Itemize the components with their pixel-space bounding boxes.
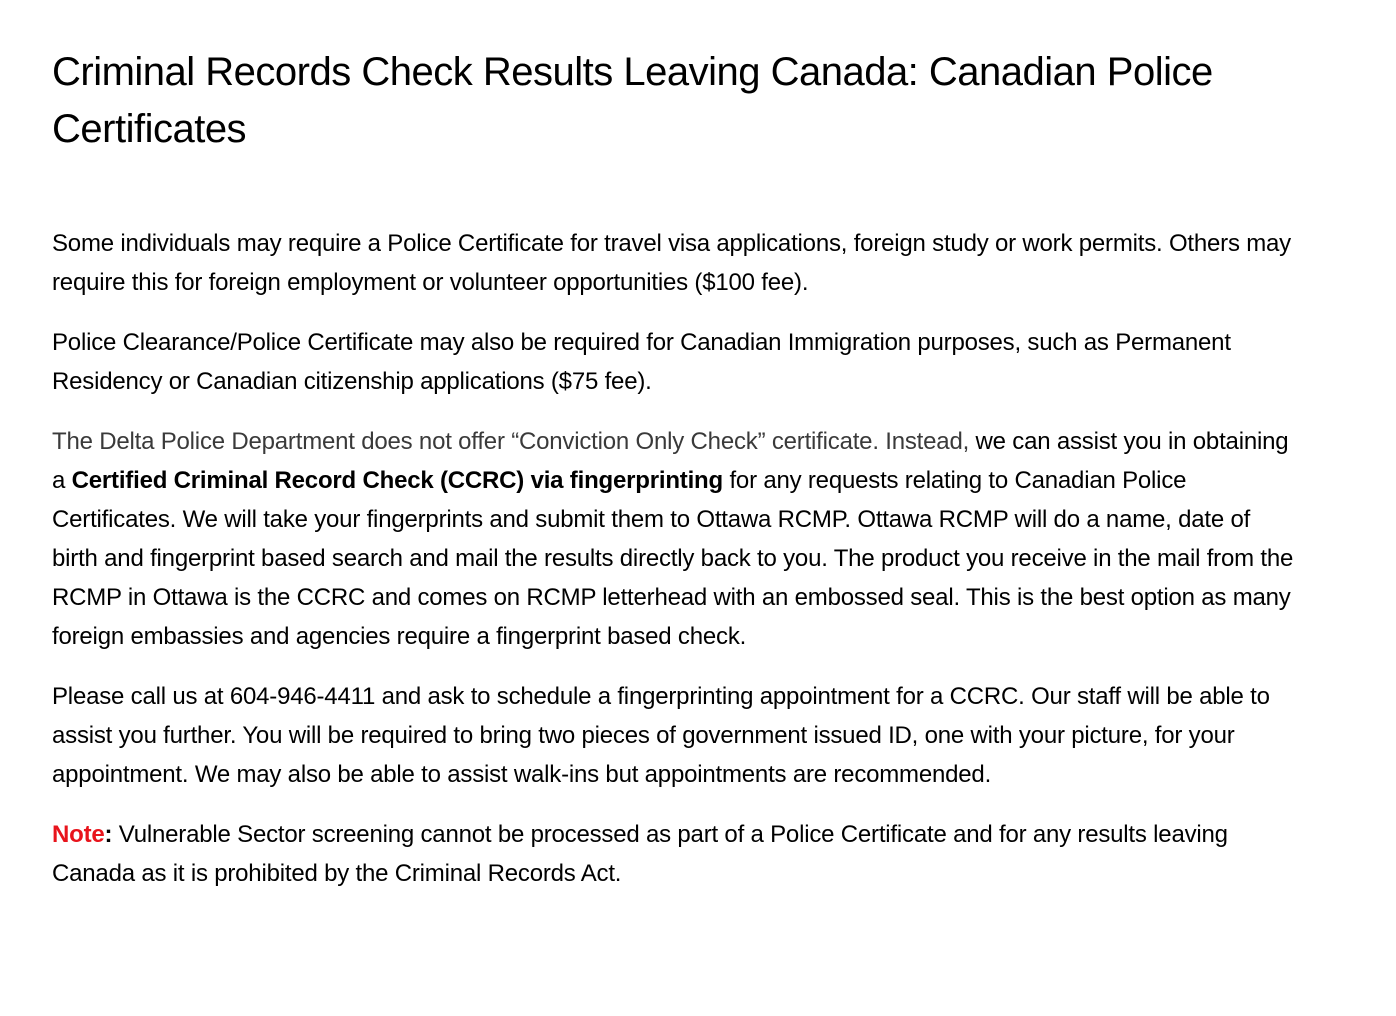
paragraph-ccrc-assist: we can assist you in obtaining a (52, 428, 1289, 494)
paragraph-police-certificate-intro: Some individuals may require a Police Certificate for travel visa applications, foreign study or work permits. Others may require this for foreign employment or volunteer opportunities ($100 fee). (52, 230, 1291, 296)
note-paragraph (52, 815, 1302, 893)
paragraph-immigration: Police Clearance/Police Certificate may also be required for Canadian Immigration purposes, such as Permanent Residency or Canadian citizenship applications ($75 fee). (52, 329, 1231, 395)
note-colon: : (104, 821, 113, 848)
paragraph-ccrc-fingerprinting (52, 422, 1302, 656)
paragraph-appointment: Please call us at 604-946-4411 and ask to schedule a fingerprinting appointment for a CCRC. Our staff will be able to assist you further. You will be required to bring two pieces of government issued ID, one with your picture, for your appointment. We may also be able to assist walk-ins but appointments are recommended. (52, 683, 1270, 788)
note-label: Note (52, 821, 105, 848)
document-body (52, 224, 1352, 893)
ccrc-bold-phrase: Certified Criminal Record Check (CCRC) via fingerprinting (71, 467, 723, 494)
paragraph-ccrc-intro: The Delta Police Department does not offer “Conviction Only Check” certificate. Instead, (52, 428, 970, 455)
page-title: Criminal Records Check Results Leaving Canada: Canadian Police Certificates (52, 50, 1213, 151)
document-page (52, 44, 1352, 913)
paragraph-ccrc-details: for any requests relating to Canadian Police Certificates. We will take your fingerprints and submit them to Ottawa RCMP. Ottawa RCMP will do a name, date of birth and fingerprint based search and mail the results directly back to you. The product you receive in the mail from the RCMP in Ottawa is the CCRC and comes on RCMP letterhead with an embossed seal. This is the best option as many foreign embassies and agencies require a fingerprint based check. (52, 467, 1294, 650)
note-text: Vulnerable Sector screening cannot be processed as part of a Police Certificate and for any results leaving Canada as it is prohibited by the Criminal Records Act. (52, 821, 1228, 887)
